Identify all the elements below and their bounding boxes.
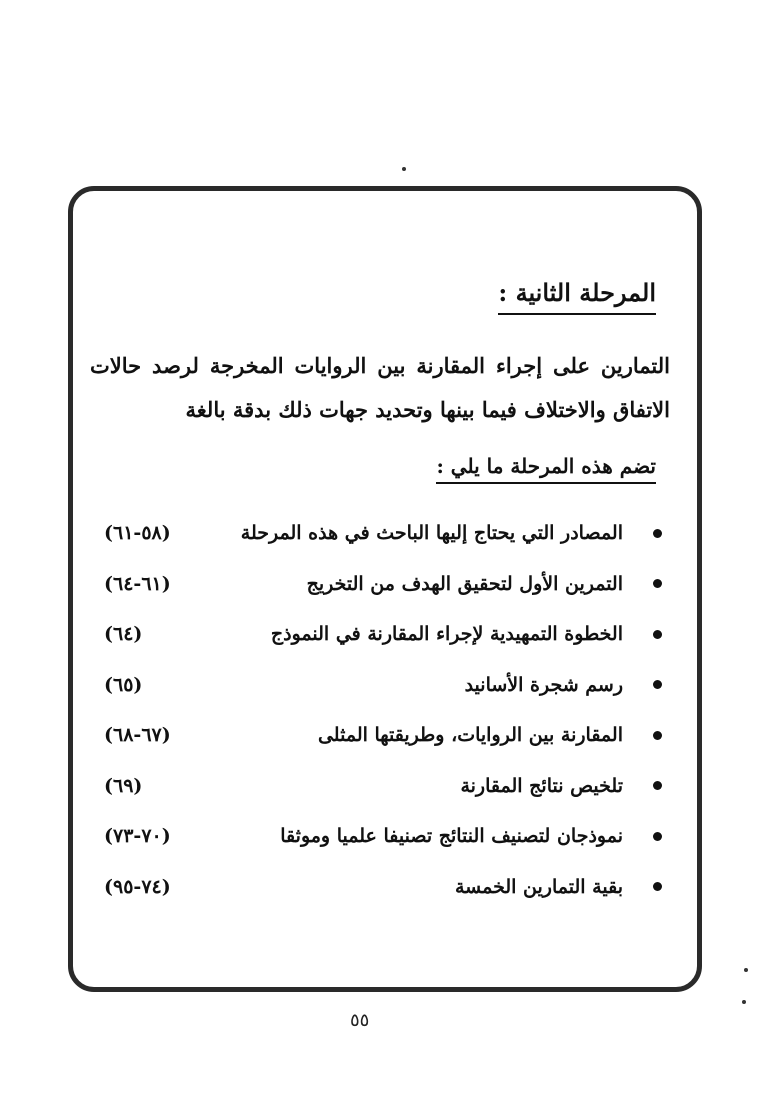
- bullet-icon: [653, 529, 662, 538]
- item-pages: (٦١-٦٤): [104, 572, 171, 595]
- speck: [742, 1000, 746, 1004]
- bullet-icon: [653, 680, 662, 689]
- item-pages: (٦٩): [104, 774, 143, 797]
- bullet-icon: [653, 882, 662, 891]
- bullet-icon: [653, 731, 662, 740]
- item-pages: (٥٨-٦١): [104, 522, 171, 545]
- bullet-icon: [653, 832, 662, 841]
- item-pages: (٦٤): [104, 623, 143, 646]
- list-item: [90, 710, 670, 761]
- speck: [744, 968, 748, 972]
- item-text: الخطوة التمهيدية لإجراء المقارنة في النموذج: [270, 623, 623, 646]
- bullet-icon: [653, 579, 662, 588]
- item-text: المصادر التي يحتاج إليها الباحث في هذه المرحلة: [240, 522, 623, 545]
- item-text: التمرين الأول لتحقيق الهدف من التخريج: [306, 572, 623, 595]
- item-text: رسم شجرة الأسانيد: [464, 673, 623, 696]
- bullet-icon: [653, 781, 662, 790]
- stage-title: المرحلة الثانية :: [498, 278, 656, 315]
- bullet-icon: [653, 630, 662, 639]
- page-number: ٥٥: [350, 1010, 370, 1031]
- item-text: تلخيص نتائج المقارنة: [460, 774, 623, 797]
- list-item: [90, 609, 670, 660]
- stage-description: التمارين على إجراء المقارنة بين الروايات المخرجة لرصد حالات الاتفاق والاختلاف فيما بينها وتحديد جهات ذلك بدقة بالغة: [90, 353, 670, 422]
- item-text: بقية التمارين الخمسة: [454, 875, 623, 898]
- list-item: [90, 508, 670, 559]
- list-item: [90, 811, 670, 862]
- list-item: [90, 862, 670, 913]
- item-text: نموذجان لتصنيف النتائج تصنيفا علميا وموثقا: [280, 825, 623, 848]
- item-pages: (٦٧-٦٨): [104, 724, 171, 747]
- list-item: [90, 660, 670, 711]
- speck: [402, 167, 406, 171]
- contents-list: [90, 508, 670, 912]
- item-pages: (٧٠-٧٣): [104, 825, 171, 848]
- list-item: [90, 559, 670, 610]
- list-title: تضم هذه المرحلة ما يلي :: [436, 454, 656, 484]
- item-pages: (٦٥): [104, 673, 143, 696]
- list-item: [90, 761, 670, 812]
- item-text: المقارنة بين الروايات، وطريقتها المثلى: [317, 724, 623, 747]
- item-pages: (٧٤-٩٥): [104, 875, 171, 898]
